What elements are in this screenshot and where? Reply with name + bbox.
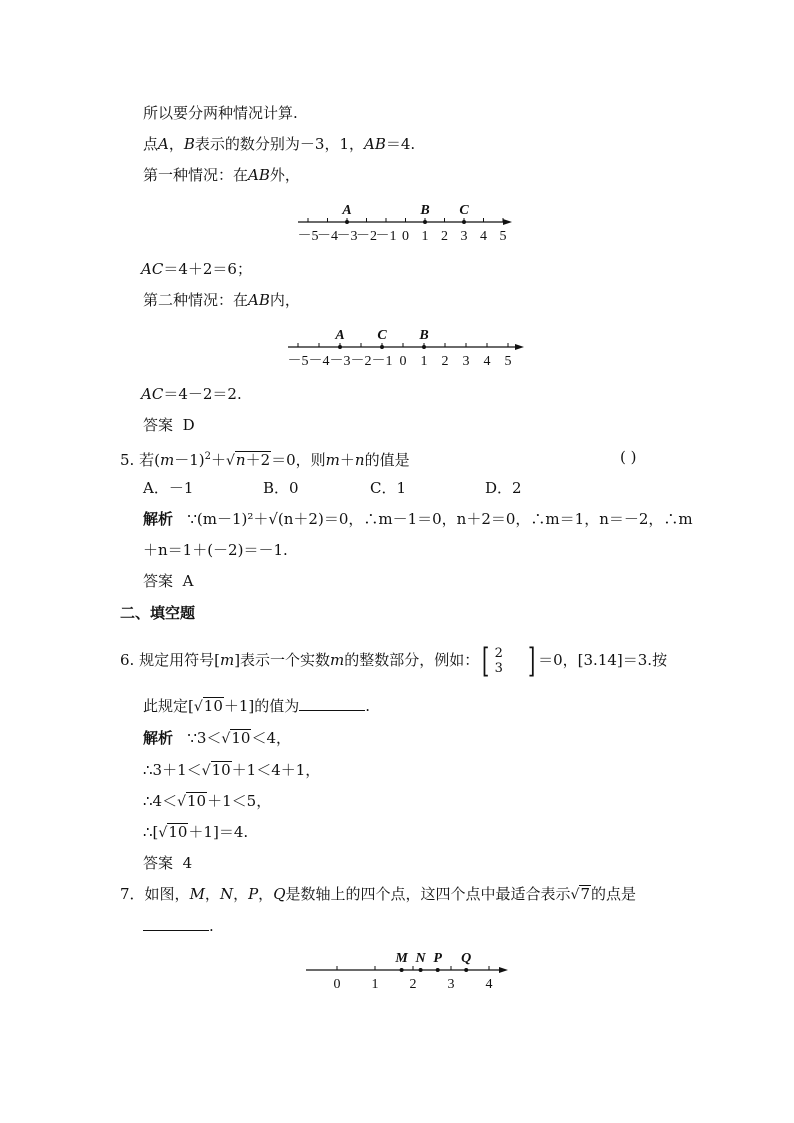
- sqrt-sign: √: [158, 825, 168, 841]
- analysis-label: 解析: [143, 510, 174, 528]
- bracket-left: [: [482, 641, 490, 681]
- text: ，: [258, 885, 274, 903]
- point-dot: [400, 968, 404, 972]
- text: ＝4.: [385, 135, 416, 153]
- tick-label: －4: [317, 229, 338, 244]
- answer-label: 答案: [143, 572, 174, 590]
- text: 如图，: [144, 885, 190, 903]
- var-AB: AB: [248, 166, 270, 184]
- answer-value: D: [182, 416, 195, 434]
- tick-label: 2: [441, 229, 448, 244]
- var-AC: AC: [141, 385, 164, 403]
- var-m: m: [159, 451, 175, 469]
- sqrt-sign: √: [177, 794, 187, 810]
- text: ＝0，[3.14]＝3.按: [538, 651, 668, 669]
- q6-analysis-4: [143, 822, 248, 843]
- tick-label: 5: [504, 354, 512, 369]
- sqrt-sign: √: [193, 699, 203, 715]
- tick-label: －5: [297, 229, 319, 244]
- numerator: 2: [494, 646, 503, 661]
- radicand: 10: [203, 697, 223, 715]
- text: ∴3＋1＜: [143, 761, 202, 779]
- text: ∴4＜: [143, 792, 178, 810]
- point-label: A: [342, 203, 352, 218]
- text: 表示的数分别为－3，1，: [194, 135, 364, 153]
- tick-label: 3: [462, 354, 470, 369]
- text: 的整数部分，例如：: [344, 651, 480, 669]
- tick-label: 0: [402, 229, 409, 244]
- radicand: 10: [231, 729, 251, 747]
- tick-label: －3: [336, 229, 358, 244]
- var-m: m: [325, 451, 340, 469]
- sqrt-sign: √: [570, 887, 580, 903]
- text: 的点是: [590, 885, 636, 903]
- axis-arrow-icon: [499, 967, 508, 973]
- axis-arrow-icon: [515, 344, 524, 350]
- point-dot: [464, 968, 468, 972]
- text: ＝4－2＝2.: [163, 385, 242, 403]
- superscript: 2: [204, 451, 211, 462]
- number-line-1: [290, 196, 520, 246]
- text: ，: [204, 885, 220, 903]
- text: ＋: [339, 451, 355, 469]
- tick-label: 5: [499, 229, 507, 244]
- number-line-2: [282, 321, 532, 371]
- ac2-line: [141, 384, 242, 404]
- q5-stem: [120, 447, 410, 471]
- point-dot: [422, 345, 426, 349]
- point-dot: [380, 345, 384, 349]
- text: 第一种情况：在: [143, 166, 249, 184]
- point-dot: [423, 220, 427, 224]
- bracket-right: ]: [527, 641, 536, 681]
- tick-label: 4: [483, 354, 491, 369]
- point-label: B: [420, 203, 430, 218]
- sqrt-sign: √: [225, 453, 235, 469]
- tick-label: 1: [420, 354, 428, 369]
- point-dot: [338, 345, 342, 349]
- tick-label: 3: [447, 977, 455, 992]
- q5-analysis-2: ＋n＝1＋(－2)＝－1.: [143, 541, 288, 559]
- q6-analysis-2: [143, 760, 320, 781]
- text: 的值是: [364, 451, 410, 469]
- answer-5: [143, 571, 193, 591]
- tick-label: －1: [371, 354, 393, 369]
- answer-value: A: [182, 572, 194, 590]
- text: 点: [143, 135, 159, 153]
- var-N: N: [219, 885, 234, 903]
- text: ∴[: [143, 823, 159, 841]
- number-line-3: [300, 944, 515, 994]
- point-label: C: [459, 203, 469, 218]
- analysis-label: 解析: [143, 729, 174, 747]
- point-dot: [436, 968, 440, 972]
- text: .: [209, 917, 214, 935]
- var-Q: Q: [273, 885, 286, 903]
- q5-option-a: A．－1: [143, 479, 194, 497]
- answer-blank[interactable]: [299, 696, 365, 711]
- var-AB: AB: [248, 291, 270, 309]
- var-AC: AC: [141, 260, 164, 278]
- fraction: [495, 646, 503, 676]
- point-label: P: [433, 951, 442, 966]
- var-M: M: [189, 885, 205, 903]
- q5-option-b: B．0: [263, 479, 299, 497]
- text: ∵3＜: [187, 729, 222, 747]
- axis-arrow-icon: [503, 219, 512, 225]
- text: 第二种情况：在: [143, 291, 249, 309]
- text: ＝4＋2＝6；: [163, 260, 252, 278]
- text: .: [365, 697, 371, 715]
- var-P: P: [248, 885, 259, 903]
- tick-label: 0: [399, 354, 407, 369]
- text: 此规定[: [143, 697, 194, 715]
- section-heading: 二、填空题: [120, 604, 196, 622]
- point-label: B: [419, 328, 429, 343]
- sqrt-sign: √: [201, 763, 211, 779]
- radicand: 10: [168, 823, 188, 841]
- answer-value: 4: [182, 854, 193, 872]
- text: －1): [174, 451, 205, 469]
- tick-label: 2: [409, 977, 417, 992]
- text: 若(: [139, 451, 160, 469]
- case2-line: [143, 290, 300, 310]
- point-label: M: [395, 951, 408, 966]
- text: ，: [233, 885, 249, 903]
- var-m: m: [219, 651, 235, 669]
- answer-paren: ( ): [620, 448, 637, 466]
- analysis-text: ∵(m－1)²＋√(n＋2)＝0，∴m－1＝0，n＋2＝0，∴m＝1，n＝－2，∴m: [187, 510, 693, 528]
- text: 规定用符号[: [139, 651, 220, 669]
- q5-option-c: C．1: [370, 479, 407, 497]
- answer-label: 答案: [143, 854, 174, 872]
- answer-blank[interactable]: [143, 916, 209, 931]
- q7-stem: [120, 884, 636, 905]
- text: ]表示一个实数: [234, 651, 331, 669]
- q5-option-d: D．2: [485, 479, 522, 497]
- radicand: 7: [580, 885, 590, 903]
- question-number: 6.: [120, 651, 135, 669]
- var-n: n: [235, 451, 246, 469]
- answer-6: [143, 853, 192, 873]
- point-label: Q: [461, 951, 472, 966]
- text: 外，: [269, 166, 300, 184]
- q6-analysis-3: [143, 791, 271, 812]
- tick-label: －4: [308, 354, 330, 369]
- var-B: B: [183, 135, 195, 153]
- point-dot: [345, 220, 349, 224]
- question-number: 5.: [120, 451, 135, 469]
- q7-line2: [143, 916, 214, 936]
- radicand: 10: [187, 792, 207, 810]
- text: ＋: [210, 451, 226, 469]
- text: 内，: [269, 291, 300, 309]
- tick-label: 4: [485, 977, 493, 992]
- q6-line2: [143, 696, 370, 717]
- tick-label: 4: [480, 229, 487, 244]
- ac1-line: [141, 259, 252, 279]
- var-A: A: [158, 135, 169, 153]
- q5-analysis: [143, 509, 693, 529]
- q6-stem: [120, 641, 668, 681]
- point-label: C: [377, 328, 387, 343]
- var-AB: AB: [364, 135, 386, 153]
- text: ＝0，则: [271, 451, 326, 469]
- text: ＋1＜4＋1，: [231, 761, 321, 779]
- text: ，: [168, 135, 184, 153]
- point-label: N: [415, 951, 426, 966]
- point-dot: [462, 220, 466, 224]
- text: ＜4，: [251, 729, 291, 747]
- tick-label: 2: [441, 354, 449, 369]
- tick-label: －1: [375, 229, 397, 244]
- answer-4: [143, 415, 195, 435]
- sqrt-sign: √: [221, 731, 231, 747]
- var-n: n: [354, 451, 365, 469]
- points-line: [143, 134, 415, 154]
- tick-label: 3: [460, 229, 468, 244]
- tick-label: －5: [287, 354, 309, 369]
- text: ＋2: [245, 451, 271, 469]
- text: 是数轴上的四个点，这四个点中最适合表示: [285, 885, 571, 903]
- answer-label: 答案: [143, 416, 174, 434]
- radicand: 10: [211, 761, 231, 779]
- text: ＋1]的值为: [223, 697, 300, 715]
- radicand: [235, 451, 271, 468]
- var-m: m: [330, 651, 345, 669]
- tick-label: －2: [350, 354, 372, 369]
- text: ＋1]＝4.: [188, 823, 249, 841]
- intro-text: 所以要分两种情况计算.: [143, 104, 298, 122]
- tick-label: －2: [356, 229, 377, 244]
- question-number: 7．: [120, 885, 145, 903]
- point-dot: [419, 968, 423, 972]
- tick-label: 1: [421, 229, 429, 244]
- denominator: 3: [494, 661, 503, 676]
- q6-analysis-1: [143, 728, 291, 749]
- point-label: A: [335, 328, 345, 343]
- text: ＋1＜5，: [207, 792, 272, 810]
- tick-label: 0: [333, 977, 341, 992]
- tick-label: 1: [371, 977, 379, 992]
- case1-line: [143, 165, 300, 185]
- tick-label: －3: [329, 354, 351, 369]
